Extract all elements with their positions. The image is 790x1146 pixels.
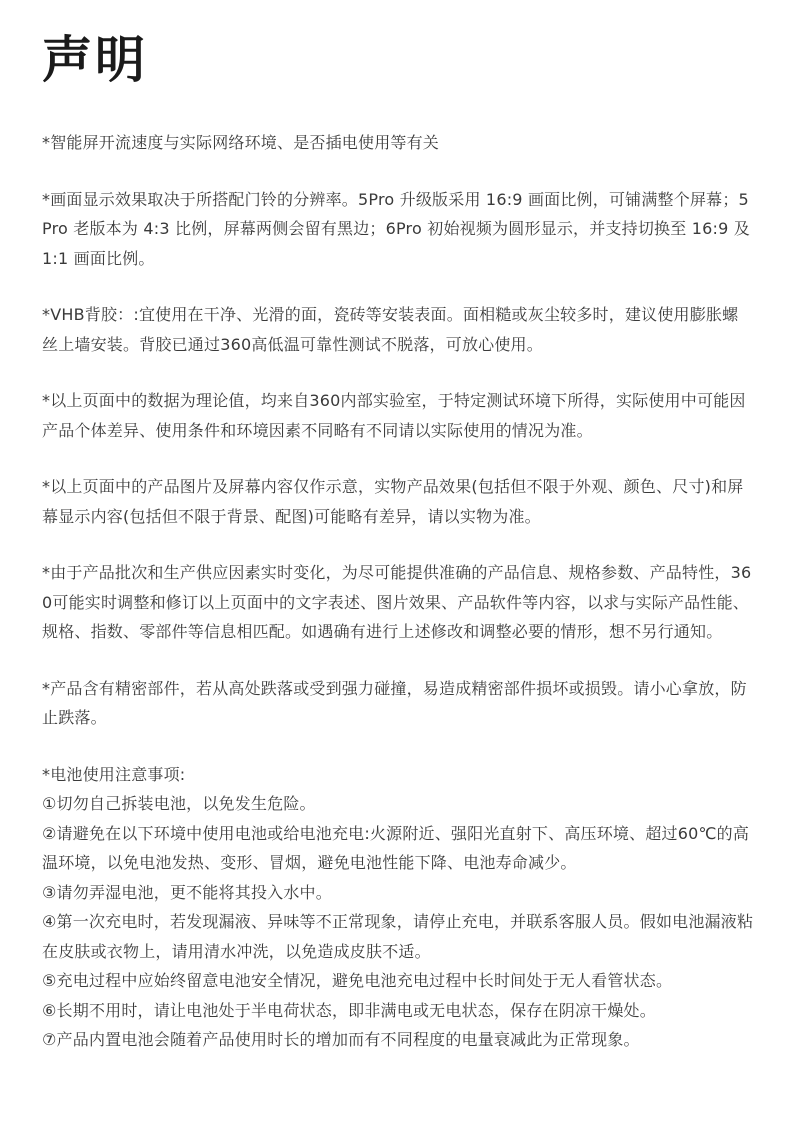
disclaimer-paragraph: *智能屏开流速度与实际网络环境、是否插电使用等有关 — [42, 133, 440, 152]
battery-item: ②请避免在以下环境中使用电池或给电池充电:火源附近、强阳光直射下、高压环境、超过60℃的高温环境，以免电池发热、变形、冒烟，避免电池性能下降、电池寿命减少。 — [42, 823, 750, 872]
disclaimer-paragraph: *由于产品批次和生产供应因素实时变化，为尽可能提供准确的产品信息、规格参数、产品特性，360可能实时调整和修订以上页面中的文字表述、图片效果、产品软件等内容，以求与实际产品性能、规格、指数、零部件等信息相匹配。如遇确有进行上述修改和调整必要的情形，想不另行通知。 — [42, 563, 752, 641]
battery-item: ④第一次充电时，若发现漏液、异味等不正常现象，请停止充电，并联系客服人员。假如电池漏液粘在皮肤或衣物上，请用清水冲洗，以免造成皮肤不适。 — [42, 912, 754, 961]
page-title: 声明 — [42, 31, 148, 89]
disclaimer-paragraph: *以上页面中的数据为理论值，均来自360内部实验室，于特定测试环境下所得，实际使用中可能因产品个体差异、使用条件和环境因素不同略有不同请以实际使用的情况为准。 — [42, 391, 746, 440]
disclaimer-paragraph: *产品含有精密部件，若从高处跌落或受到强力碰撞，易造成精密部件损坏或损毁。请小心拿放，防止跌落。 — [42, 678, 747, 727]
battery-item: ⑤充电过程中应始终留意电池安全情况，避免电池充电过程中长时间处于无人看管状态。 — [42, 971, 673, 990]
battery-item: ①切勿自己拆装电池，以免发生危险。 — [42, 794, 316, 813]
battery-item: ③请勿弄湿电池，更不能将其投入水中。 — [42, 882, 332, 902]
battery-item: ⑥长期不用时，请让电池处于半电荷状态，即非满电或无电状态，保存在阴凉干燥处。 — [42, 1000, 656, 1020]
battery-heading: *电池使用注意事项: — [42, 764, 186, 784]
disclaimer-paragraph: *以上页面中的产品图片及屏幕内容仅作示意，实物产品效果(包括但不限于外观、颜色、尺寸)和屏幕显示内容(包括但不限于背景、配图)可能略有差异，请以实物为准。 — [42, 477, 744, 526]
disclaimer-page — [42, 0, 754, 1055]
battery-item: ⑦产品内置电池会随着产品使用时长的增加而有不同程度的电量衰减此为正常现象。 — [42, 1030, 640, 1049]
disclaimer-paragraph: *VHB背胶：:宜使用在干净、光滑的面，瓷砖等安装表面。面相糙或灰尘较多时，建议使用膨胀螺丝上墙安装。背胶已通过360高低温可靠性测试不脱落，可放心使用。 — [42, 305, 739, 354]
disclaimer-paragraph: *画面显示效果取决于所搭配门铃的分辨率。5Pro 升级版采用 16:9 画面比例，可铺满整个屏幕；5Pro 老版本为 4:3 比例，屏幕两侧会留有黑边；6Pro 初始视频为圆形显示，并支持切换至 16:9 及 1:1 画面比例。 — [42, 189, 750, 268]
battery-list — [42, 789, 754, 1055]
battery-section — [42, 760, 754, 1055]
